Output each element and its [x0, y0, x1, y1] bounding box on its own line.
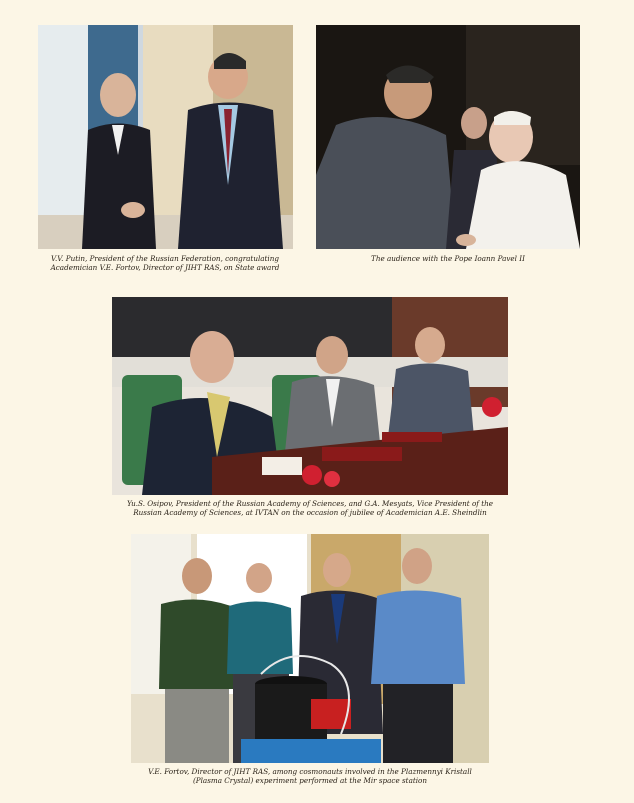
photo-cosmonauts — [131, 534, 489, 763]
caption-line: (Plasma Crystal) experiment performed at the Mir space station — [192, 776, 427, 785]
photo-cosmonauts-image — [131, 534, 489, 763]
caption-line: V.E. Fortov, Director of JIHT RAS, among cosmonauts involved in the Plazmennyi Kristall — [148, 767, 472, 776]
photo-putin-fortov — [38, 25, 293, 249]
caption-line: Yu.S. Osipov, President of the Russian Academy of Sciences, and G.A. Mesyats, Vice President of the — [127, 499, 493, 508]
caption-line: Russian Academy of Sciences, at IVTAN on the occasion of jubilee of Academician A.E. Sheindlin — [133, 508, 487, 517]
caption-pope-audience — [316, 254, 580, 263]
caption-line: V.V. Putin, President of the Russian Federation, congratulating — [51, 254, 279, 263]
caption-putin-fortov — [24, 254, 306, 272]
photo-ivtan-jubilee — [112, 297, 508, 495]
caption-cosmonauts — [108, 767, 512, 785]
photo-pope-audience-image — [316, 25, 580, 249]
photo-pope-audience — [316, 25, 580, 249]
caption-line: The audience with the Pope Ioann Pavel II — [371, 254, 525, 263]
caption-line: Academician V.E. Fortov, Director of JIHT RAS, on State award — [50, 263, 280, 272]
photo-ivtan-jubilee-image — [112, 297, 508, 495]
photo-putin-fortov-image — [38, 25, 293, 249]
caption-ivtan-jubilee — [90, 499, 530, 517]
